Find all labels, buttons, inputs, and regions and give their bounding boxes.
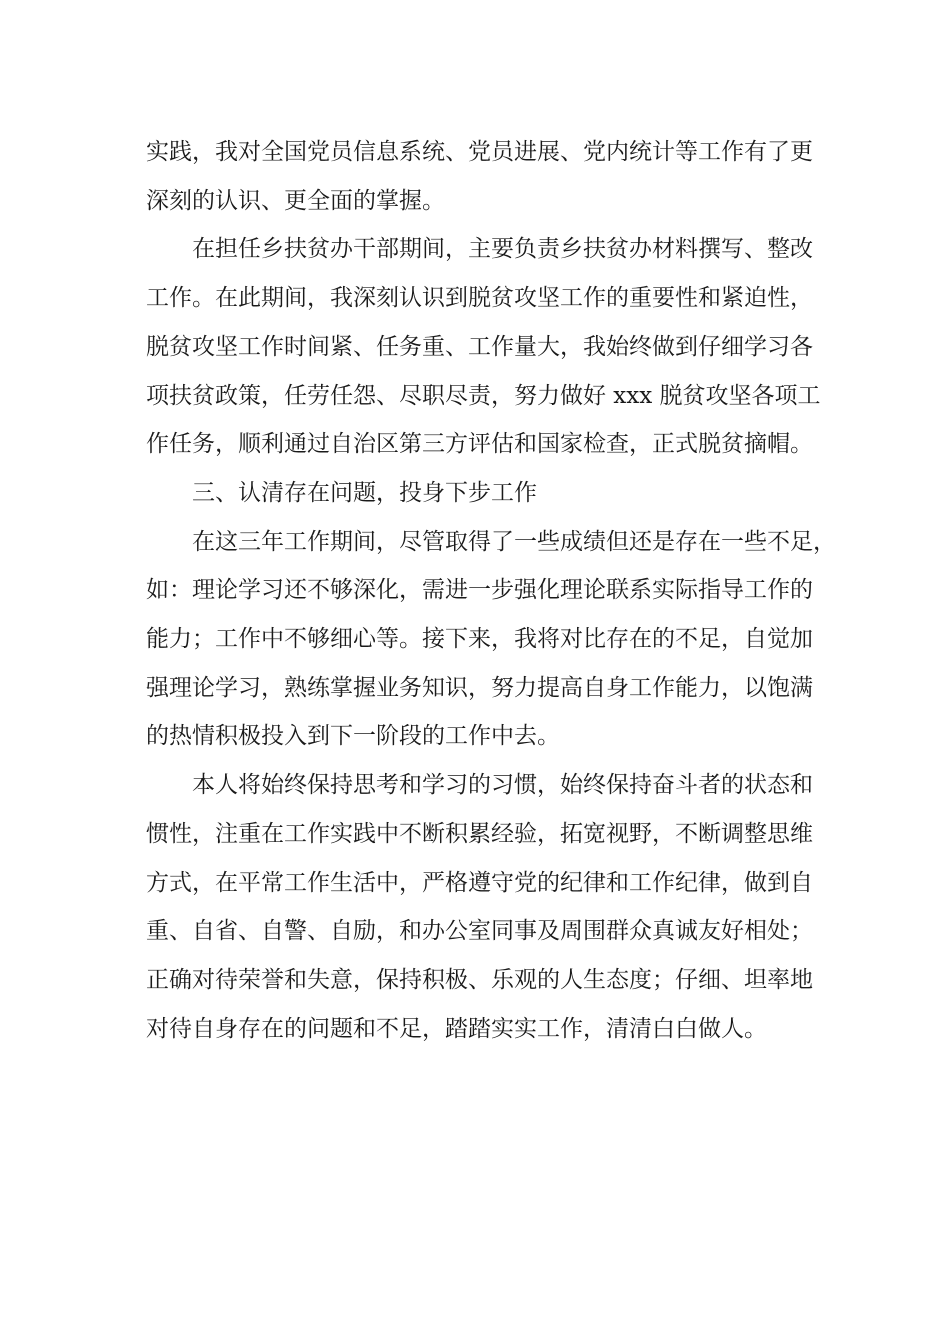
text-line: 工作。在此期间，我深刻认识到脱贫攻坚工作的重要性和紧迫性， xyxy=(146,285,813,312)
text-line: 方式，在平常工作生活中，严格遵守党的纪律和工作纪律，做到自 xyxy=(146,869,813,896)
text-line: 正确对待荣誉和失意，保持积极、乐观的人生态度；仔细、坦率地 xyxy=(146,966,813,993)
text-line: 惯性，注重在工作实践中不断积累经验，拓宽视野，不断调整思维 xyxy=(146,820,813,847)
text-line: 重、自省、自警、自励，和办公室同事及周围群众真诚友好相处； xyxy=(146,918,813,945)
paragraph-3 xyxy=(146,518,836,762)
text-line: 实践，我对全国党员信息系统、党员进展、党内统计等工作有了更 xyxy=(146,139,813,165)
text-line: 深刻的认识、更全面的掌握。 xyxy=(146,187,445,214)
text-line: 在这三年工作期间，尽管取得了一些成绩但还是存在一些不足， xyxy=(192,528,836,555)
text-line: 脱贫攻坚工作时间紧、任务重、工作量大，我始终做到仔细学习各 xyxy=(146,333,813,360)
section-heading xyxy=(146,469,810,518)
text-line: 如：理论学习还不够深化，需进一步强化理论联系实际指导工作的 xyxy=(146,577,813,604)
section-heading-text: 三、认清存在问题，投身下步工作 xyxy=(192,479,537,506)
text-line: 强理论学习，熟练掌握业务知识，努力提高自身工作能力，以饱满 xyxy=(146,674,813,701)
text-line: 在担任乡扶贫办干部期间，主要负责乡扶贫办材料撰写、整改 xyxy=(192,236,813,263)
paragraph-2 xyxy=(146,225,821,469)
document-body xyxy=(146,128,836,1053)
text-line: 作任务，顺利通过自治区第三方评估和国家检查，正式脱贫摘帽。 xyxy=(146,431,813,458)
text-line: 对待自身存在的问题和不足，踏踏实实工作，清清白白做人。 xyxy=(146,1015,767,1042)
text-line: 能力；工作中不够细心等。接下来，我将对比存在的不足，自觉加 xyxy=(146,626,813,653)
paragraph-1 xyxy=(146,128,813,225)
text-line: 项扶贫政策，任劳任怨、尽职尽责，努力做好 xxx 脱贫攻坚各项工 xyxy=(146,382,821,409)
text-line: 的热情积极投入到下一阶段的工作中去。 xyxy=(146,723,560,750)
paragraph-4 xyxy=(146,761,813,1053)
text-line: 本人将始终保持思考和学习的习惯，始终保持奋斗者的状态和 xyxy=(192,772,813,799)
